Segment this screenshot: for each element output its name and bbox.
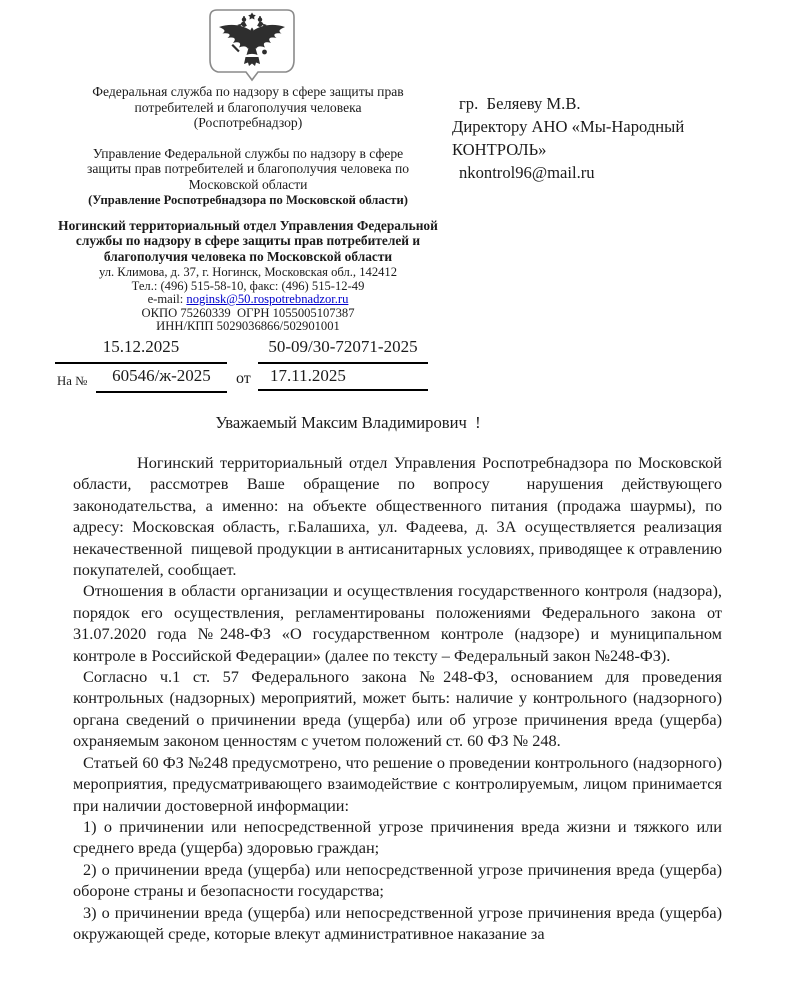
org-name-regional-short: (Управление Роспотребнадзора по Московской области) <box>88 192 408 207</box>
letterhead-okpo-ogrn: ОКПО 75260339 ОГРН 1055005107387 <box>141 305 355 320</box>
from-label: от <box>236 370 251 387</box>
org-name-federal-short: (Роспотребнадзор) <box>193 115 303 131</box>
org-name-federal <box>65 84 431 131</box>
list-item-2: 2) о причинении вреда (ущерба) или непосредственной угрозе причинения вреда (ущерба) обороне страны и безопасности государства; <box>73 859 722 901</box>
letterhead-inn-kpp: ИНН/КПП 5029036866/502901001 <box>156 318 340 333</box>
outgoing-number: 50-09/30-72071-2025 <box>258 337 428 364</box>
paragraph-law-overview: Отношения в области организации и осуществления государственного контроля (надзора), порядок его осуществления, регламентированы положениями Федерального закона от 31.07.2020 года №248-ФЗ «О государственном контроле (надзоре) и муниципальном контроле в Российской Федерации» (далее по тексту – Федеральный закон №248-ФЗ). <box>73 581 722 665</box>
letterhead-phone: Тел.: (496) 515-58-10, факс: (496) 515-12-49 <box>131 278 365 293</box>
org-name-federal-text: Федеральная служба по надзору в сфере защиты прав потребителей и благополучия человека <box>92 84 404 115</box>
incoming-date: 17.11.2025 <box>258 366 428 391</box>
paragraph-article-57: Согласно ч.1 ст. 57 Федерального закона №248-ФЗ, основанием для проведения контрольных (надзорных) мероприятий, может быть: наличие у контрольного (надзорного) органа сведений о причинении вреда (ущерба) или об угрозе причинения вреда (ущерба) охраняемым законом ценностям с учетом положений ст. 60 ФЗ № 248. <box>73 667 722 751</box>
coat-of-arms-icon <box>206 8 298 82</box>
org-name-department: Ногинский территориальный отдел Управления Федеральной службы по надзору в сфере защиты прав потребителей и благополучия человека по Московской области <box>58 218 438 264</box>
outgoing-date: 15.12.2025 <box>55 337 227 364</box>
letterhead-address: ул. Климова, д. 37, г. Ногинск, Московская обл., 142412 <box>98 265 398 280</box>
letterhead-email-link[interactable]: noginsk@50.rospotrebnadzor.ru <box>186 292 349 307</box>
letterhead-contacts <box>52 266 444 333</box>
incoming-number: 60546/ж-2025 <box>96 366 227 393</box>
salutation: Уважаемый Максим Владимирович ! <box>215 413 481 432</box>
paragraph-article-60: Статьей 60 ФЗ №248 предусмотрено, что решение о проведении контрольного (надзорного) мероприятия, предусматривающего взаимодействие с контролируемым, лицом принимается при наличии достоверной информации: <box>73 752 722 815</box>
org-name-regional-text: Управление Федеральной службы по надзору в сфере защиты прав потребителей и благополучия человека по Московской области <box>86 145 410 192</box>
recipient-title: Директору АНО «Мы-Народный КОНТРОЛЬ» <box>452 117 685 159</box>
recipient-name: гр. Беляеву М.В. <box>459 94 581 113</box>
letter-body <box>73 452 722 944</box>
email-label: e-mail: <box>147 292 187 307</box>
org-name-regional <box>82 146 414 207</box>
recipient-email: nkontrol96@mail.ru <box>459 163 595 182</box>
recipient-block <box>452 92 740 184</box>
paragraph-intro: Ногинский территориальный отдел Управления Роспотребнадзора по Московской области, рассмотрев Ваше обращение по вопросу нарушения действующего законодательства, а именно: на объекте общественного питания (продажа шаурмы), по адресу: Московская область, г.Балашиха, ул. Фадеева, д. 3А осуществляется реализация некачественной пищевой продукции в антисанитарных условиях, приводящее к отравлению покупателей, сообщает. <box>73 453 722 580</box>
list-item-1: 1) о причинении или непосредственной угрозе причинения вреда жизни и тяжкого или среднего вреда (ущерба) здоровью граждан; <box>73 816 722 858</box>
letterhead <box>52 84 444 333</box>
incoming-ref-label: На № <box>57 374 88 388</box>
letterhead-email-line <box>52 293 444 306</box>
list-item-3: 3) о причинении вреда (ущерба) или непосредственной угрозе причинения вреда (ущерба) окружающей среде, которые влекут административное наказание за <box>73 902 722 943</box>
